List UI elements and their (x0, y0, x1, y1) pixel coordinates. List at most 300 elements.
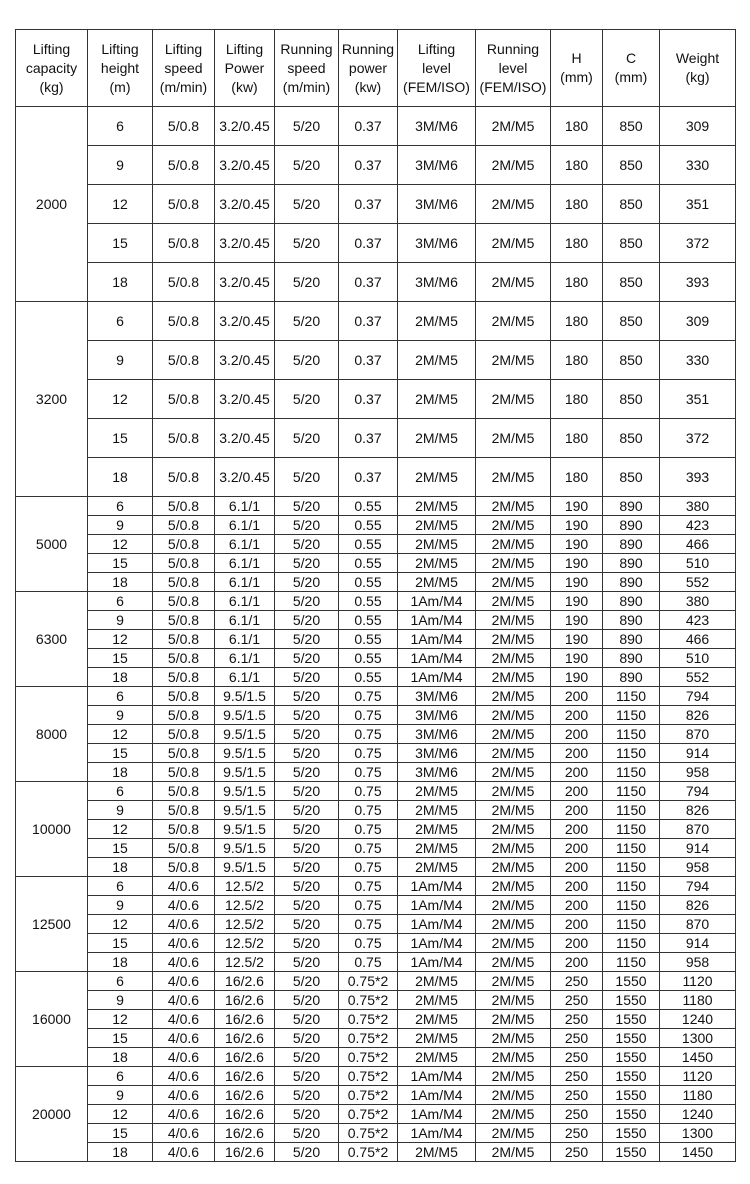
cell-lifting-power: 12.5/2 (215, 934, 275, 953)
cell-lifting-power: 3.2/0.45 (215, 380, 275, 419)
cell-lifting-speed: 4/0.6 (153, 1029, 215, 1048)
cell-running-level: 2M/M5 (476, 1048, 551, 1067)
cell-c: 850 (603, 107, 660, 146)
cell-lifting-level: 2M/M5 (398, 554, 476, 573)
header-lifting-capacity: Lifting capacity (kg) (16, 30, 88, 107)
cell-lifting-height: 18 (88, 1048, 153, 1067)
cell-running-speed: 5/20 (275, 630, 339, 649)
cell-running-level: 2M/M5 (476, 146, 551, 185)
cell-lifting-power: 3.2/0.45 (215, 458, 275, 497)
table-row (16, 801, 736, 820)
header-h: H (mm) (551, 30, 603, 107)
cell-h: 190 (551, 611, 603, 630)
cell-lifting-power: 16/2.6 (215, 1067, 275, 1086)
cell-running-power: 0.55 (339, 497, 398, 516)
cell-running-level: 2M/M5 (476, 1143, 551, 1162)
cell-lifting-power: 16/2.6 (215, 1029, 275, 1048)
cell-weight: 826 (660, 801, 736, 820)
table-row (16, 592, 736, 611)
cell-lifting-speed: 5/0.8 (153, 649, 215, 668)
cell-lifting-capacity: 3200 (16, 302, 88, 497)
header-row (16, 30, 736, 107)
cell-lifting-height: 12 (88, 380, 153, 419)
cell-running-speed: 5/20 (275, 592, 339, 611)
cell-running-level: 2M/M5 (476, 820, 551, 839)
cell-running-level: 2M/M5 (476, 302, 551, 341)
cell-weight: 309 (660, 302, 736, 341)
cell-running-speed: 5/20 (275, 1105, 339, 1124)
cell-lifting-level: 2M/M5 (398, 1029, 476, 1048)
cell-lifting-level: 1Am/M4 (398, 1105, 476, 1124)
header-running-power: Running power (kw) (339, 30, 398, 107)
cell-weight: 393 (660, 458, 736, 497)
cell-lifting-level: 2M/M5 (398, 535, 476, 554)
cell-running-speed: 5/20 (275, 877, 339, 896)
cell-c: 1150 (603, 763, 660, 782)
cell-lifting-capacity: 2000 (16, 107, 88, 302)
cell-lifting-level: 3M/M6 (398, 224, 476, 263)
cell-lifting-power: 3.2/0.45 (215, 263, 275, 302)
cell-lifting-level: 2M/M5 (398, 1010, 476, 1029)
table-row (16, 146, 736, 185)
cell-h: 180 (551, 107, 603, 146)
cell-running-speed: 5/20 (275, 1124, 339, 1143)
cell-c: 850 (603, 224, 660, 263)
cell-weight: 380 (660, 497, 736, 516)
cell-running-level: 2M/M5 (476, 839, 551, 858)
cell-h: 180 (551, 341, 603, 380)
cell-lifting-speed: 5/0.8 (153, 107, 215, 146)
cell-running-speed: 5/20 (275, 991, 339, 1010)
cell-c: 890 (603, 611, 660, 630)
cell-lifting-height: 9 (88, 341, 153, 380)
table-row (16, 858, 736, 877)
cell-lifting-height: 15 (88, 1124, 153, 1143)
cell-c: 890 (603, 516, 660, 535)
cell-running-speed: 5/20 (275, 668, 339, 687)
cell-running-level: 2M/M5 (476, 1067, 551, 1086)
cell-running-level: 2M/M5 (476, 763, 551, 782)
cell-lifting-power: 9.5/1.5 (215, 839, 275, 858)
cell-h: 190 (551, 592, 603, 611)
cell-lifting-speed: 5/0.8 (153, 592, 215, 611)
cell-lifting-power: 9.5/1.5 (215, 801, 275, 820)
cell-lifting-level: 1Am/M4 (398, 1124, 476, 1143)
cell-lifting-power: 9.5/1.5 (215, 706, 275, 725)
cell-running-speed: 5/20 (275, 554, 339, 573)
cell-lifting-level: 2M/M5 (398, 341, 476, 380)
cell-lifting-speed: 4/0.6 (153, 1143, 215, 1162)
cell-lifting-level: 2M/M5 (398, 380, 476, 419)
cell-lifting-height: 9 (88, 991, 153, 1010)
cell-running-level: 2M/M5 (476, 877, 551, 896)
cell-lifting-power: 16/2.6 (215, 991, 275, 1010)
cell-lifting-level: 1Am/M4 (398, 934, 476, 953)
cell-lifting-speed: 5/0.8 (153, 573, 215, 592)
cell-lifting-level: 2M/M5 (398, 858, 476, 877)
cell-lifting-speed: 5/0.8 (153, 820, 215, 839)
header-running-level: Running level (FEM/ISO) (476, 30, 551, 107)
cell-lifting-power: 3.2/0.45 (215, 146, 275, 185)
cell-running-power: 0.75 (339, 953, 398, 972)
cell-running-power: 0.37 (339, 185, 398, 224)
cell-lifting-speed: 4/0.6 (153, 934, 215, 953)
cell-h: 180 (551, 458, 603, 497)
cell-lifting-height: 6 (88, 592, 153, 611)
cell-lifting-height: 9 (88, 896, 153, 915)
cell-lifting-height: 15 (88, 839, 153, 858)
cell-lifting-speed: 4/0.6 (153, 991, 215, 1010)
cell-running-power: 0.75 (339, 801, 398, 820)
cell-lifting-speed: 5/0.8 (153, 263, 215, 302)
cell-lifting-speed: 5/0.8 (153, 458, 215, 497)
cell-running-power: 0.37 (339, 341, 398, 380)
cell-weight: 914 (660, 744, 736, 763)
cell-lifting-height: 18 (88, 1143, 153, 1162)
cell-running-power: 0.75 (339, 915, 398, 934)
cell-lifting-level: 2M/M5 (398, 458, 476, 497)
table-row (16, 1048, 736, 1067)
cell-h: 250 (551, 1086, 603, 1105)
cell-c: 850 (603, 146, 660, 185)
cell-weight: 552 (660, 668, 736, 687)
cell-h: 250 (551, 1143, 603, 1162)
cell-h: 250 (551, 1010, 603, 1029)
cell-lifting-height: 6 (88, 497, 153, 516)
cell-lifting-speed: 5/0.8 (153, 224, 215, 263)
cell-weight: 552 (660, 573, 736, 592)
cell-lifting-level: 3M/M6 (398, 263, 476, 302)
cell-lifting-height: 12 (88, 185, 153, 224)
cell-c: 1550 (603, 1124, 660, 1143)
table-row (16, 611, 736, 630)
cell-lifting-power: 3.2/0.45 (215, 224, 275, 263)
cell-lifting-speed: 5/0.8 (153, 497, 215, 516)
cell-running-level: 2M/M5 (476, 497, 551, 516)
cell-running-power: 0.55 (339, 592, 398, 611)
cell-running-level: 2M/M5 (476, 972, 551, 991)
cell-weight: 380 (660, 592, 736, 611)
cell-running-power: 0.75*2 (339, 1105, 398, 1124)
cell-lifting-level: 2M/M5 (398, 1143, 476, 1162)
cell-lifting-level: 2M/M5 (398, 1048, 476, 1067)
cell-c: 890 (603, 592, 660, 611)
table-row (16, 1010, 736, 1029)
cell-running-power: 0.75*2 (339, 1048, 398, 1067)
cell-running-power: 0.55 (339, 535, 398, 554)
cell-lifting-height: 18 (88, 573, 153, 592)
cell-lifting-speed: 4/0.6 (153, 1105, 215, 1124)
cell-running-level: 2M/M5 (476, 630, 551, 649)
cell-running-level: 2M/M5 (476, 687, 551, 706)
cell-h: 180 (551, 146, 603, 185)
cell-lifting-power: 9.5/1.5 (215, 782, 275, 801)
cell-running-level: 2M/M5 (476, 706, 551, 725)
cell-lifting-level: 2M/M5 (398, 820, 476, 839)
cell-weight: 1300 (660, 1029, 736, 1048)
cell-lifting-height: 6 (88, 972, 153, 991)
cell-c: 1150 (603, 877, 660, 896)
cell-lifting-speed: 4/0.6 (153, 1067, 215, 1086)
cell-lifting-level: 1Am/M4 (398, 649, 476, 668)
cell-c: 1550 (603, 972, 660, 991)
cell-h: 190 (551, 630, 603, 649)
cell-h: 200 (551, 763, 603, 782)
cell-weight: 1180 (660, 1086, 736, 1105)
cell-running-level: 2M/M5 (476, 1086, 551, 1105)
cell-c: 1150 (603, 915, 660, 934)
cell-lifting-power: 6.1/1 (215, 516, 275, 535)
cell-lifting-power: 12.5/2 (215, 896, 275, 915)
cell-lifting-level: 1Am/M4 (398, 1086, 476, 1105)
cell-weight: 423 (660, 516, 736, 535)
cell-running-power: 0.75 (339, 725, 398, 744)
cell-running-speed: 5/20 (275, 1029, 339, 1048)
cell-lifting-speed: 5/0.8 (153, 839, 215, 858)
cell-c: 890 (603, 649, 660, 668)
cell-running-power: 0.75 (339, 934, 398, 953)
cell-lifting-height: 18 (88, 858, 153, 877)
cell-h: 190 (551, 516, 603, 535)
cell-lifting-level: 2M/M5 (398, 782, 476, 801)
cell-running-power: 0.75 (339, 706, 398, 725)
cell-lifting-power: 9.5/1.5 (215, 763, 275, 782)
cell-lifting-level: 2M/M5 (398, 419, 476, 458)
cell-weight: 423 (660, 611, 736, 630)
cell-lifting-speed: 4/0.6 (153, 915, 215, 934)
cell-weight: 794 (660, 687, 736, 706)
cell-running-power: 0.75*2 (339, 1143, 398, 1162)
header-lifting-power: Lifting Power (kw) (215, 30, 275, 107)
cell-h: 250 (551, 1124, 603, 1143)
cell-lifting-speed: 4/0.6 (153, 1048, 215, 1067)
cell-weight: 826 (660, 896, 736, 915)
cell-c: 890 (603, 668, 660, 687)
cell-running-speed: 5/20 (275, 801, 339, 820)
cell-lifting-power: 6.1/1 (215, 668, 275, 687)
cell-lifting-level: 2M/M5 (398, 991, 476, 1010)
table-row (16, 706, 736, 725)
cell-running-speed: 5/20 (275, 263, 339, 302)
cell-lifting-height: 15 (88, 649, 153, 668)
cell-running-speed: 5/20 (275, 458, 339, 497)
cell-running-speed: 5/20 (275, 224, 339, 263)
header-weight: Weight (kg) (660, 30, 736, 107)
cell-h: 200 (551, 934, 603, 953)
cell-weight: 870 (660, 725, 736, 744)
cell-running-power: 0.75 (339, 877, 398, 896)
cell-running-level: 2M/M5 (476, 592, 551, 611)
cell-lifting-speed: 4/0.6 (153, 1124, 215, 1143)
cell-h: 200 (551, 801, 603, 820)
cell-running-speed: 5/20 (275, 915, 339, 934)
cell-running-power: 0.55 (339, 611, 398, 630)
cell-h: 190 (551, 554, 603, 573)
cell-running-power: 0.37 (339, 380, 398, 419)
cell-weight: 510 (660, 554, 736, 573)
cell-h: 180 (551, 263, 603, 302)
cell-running-speed: 5/20 (275, 782, 339, 801)
cell-c: 890 (603, 497, 660, 516)
cell-lifting-power: 3.2/0.45 (215, 302, 275, 341)
cell-lifting-level: 1Am/M4 (398, 668, 476, 687)
cell-running-speed: 5/20 (275, 1067, 339, 1086)
cell-lifting-height: 6 (88, 302, 153, 341)
cell-lifting-level: 2M/M5 (398, 801, 476, 820)
cell-c: 1550 (603, 1067, 660, 1086)
cell-lifting-height: 15 (88, 554, 153, 573)
cell-c: 890 (603, 573, 660, 592)
cell-lifting-power: 16/2.6 (215, 972, 275, 991)
table-row (16, 535, 736, 554)
cell-lifting-height: 18 (88, 458, 153, 497)
table-row (16, 573, 736, 592)
cell-lifting-power: 16/2.6 (215, 1010, 275, 1029)
cell-lifting-level: 3M/M6 (398, 185, 476, 224)
cell-running-speed: 5/20 (275, 858, 339, 877)
cell-lifting-speed: 5/0.8 (153, 302, 215, 341)
cell-running-power: 0.75 (339, 763, 398, 782)
table-row (16, 1029, 736, 1048)
cell-lifting-height: 15 (88, 744, 153, 763)
cell-weight: 826 (660, 706, 736, 725)
cell-c: 1550 (603, 1029, 660, 1048)
cell-lifting-height: 6 (88, 1067, 153, 1086)
cell-lifting-level: 2M/M5 (398, 839, 476, 858)
cell-running-level: 2M/M5 (476, 934, 551, 953)
cell-running-power: 0.75 (339, 744, 398, 763)
cell-lifting-speed: 5/0.8 (153, 341, 215, 380)
cell-lifting-height: 12 (88, 535, 153, 554)
cell-running-level: 2M/M5 (476, 1105, 551, 1124)
cell-lifting-height: 9 (88, 146, 153, 185)
table-row (16, 1105, 736, 1124)
cell-running-level: 2M/M5 (476, 107, 551, 146)
cell-lifting-power: 6.1/1 (215, 497, 275, 516)
cell-lifting-power: 16/2.6 (215, 1086, 275, 1105)
cell-lifting-power: 12.5/2 (215, 877, 275, 896)
cell-running-level: 2M/M5 (476, 341, 551, 380)
cell-weight: 1300 (660, 1124, 736, 1143)
cell-running-power: 0.37 (339, 263, 398, 302)
cell-c: 1550 (603, 1010, 660, 1029)
cell-running-power: 0.75*2 (339, 1010, 398, 1029)
cell-running-power: 0.75*2 (339, 1067, 398, 1086)
cell-running-speed: 5/20 (275, 896, 339, 915)
cell-lifting-height: 18 (88, 668, 153, 687)
cell-running-power: 0.37 (339, 458, 398, 497)
cell-running-speed: 5/20 (275, 146, 339, 185)
cell-lifting-speed: 5/0.8 (153, 380, 215, 419)
cell-lifting-speed: 4/0.6 (153, 877, 215, 896)
cell-lifting-speed: 5/0.8 (153, 725, 215, 744)
cell-running-power: 0.75 (339, 687, 398, 706)
cell-lifting-height: 12 (88, 725, 153, 744)
cell-h: 180 (551, 185, 603, 224)
table-row (16, 497, 736, 516)
cell-h: 200 (551, 725, 603, 744)
cell-running-level: 2M/M5 (476, 896, 551, 915)
cell-h: 180 (551, 380, 603, 419)
cell-lifting-speed: 5/0.8 (153, 858, 215, 877)
cell-running-level: 2M/M5 (476, 1029, 551, 1048)
cell-lifting-height: 6 (88, 782, 153, 801)
cell-lifting-height: 18 (88, 953, 153, 972)
cell-lifting-power: 16/2.6 (215, 1143, 275, 1162)
table-row (16, 820, 736, 839)
cell-lifting-speed: 5/0.8 (153, 630, 215, 649)
cell-h: 200 (551, 953, 603, 972)
cell-weight: 1450 (660, 1143, 736, 1162)
table-row (16, 991, 736, 1010)
cell-lifting-power: 3.2/0.45 (215, 185, 275, 224)
cell-weight: 466 (660, 630, 736, 649)
table-row (16, 554, 736, 573)
cell-lifting-power: 6.1/1 (215, 535, 275, 554)
table-row (16, 782, 736, 801)
cell-c: 1550 (603, 1086, 660, 1105)
cell-running-power: 0.75 (339, 839, 398, 858)
table-row (16, 224, 736, 263)
cell-running-power: 0.75*2 (339, 991, 398, 1010)
cell-h: 190 (551, 573, 603, 592)
cell-lifting-speed: 4/0.6 (153, 972, 215, 991)
cell-lifting-speed: 5/0.8 (153, 146, 215, 185)
cell-lifting-power: 12.5/2 (215, 953, 275, 972)
cell-c: 850 (603, 302, 660, 341)
cell-lifting-speed: 5/0.8 (153, 668, 215, 687)
cell-h: 250 (551, 1048, 603, 1067)
cell-lifting-height: 9 (88, 801, 153, 820)
table-row (16, 649, 736, 668)
cell-weight: 330 (660, 341, 736, 380)
cell-weight: 870 (660, 915, 736, 934)
cell-weight: 372 (660, 224, 736, 263)
header-lifting-speed: Lifting speed (m/min) (153, 30, 215, 107)
cell-weight: 351 (660, 185, 736, 224)
cell-weight: 372 (660, 419, 736, 458)
cell-lifting-level: 2M/M5 (398, 972, 476, 991)
cell-lifting-power: 3.2/0.45 (215, 107, 275, 146)
cell-running-power: 0.55 (339, 516, 398, 535)
cell-running-speed: 5/20 (275, 341, 339, 380)
cell-weight: 1180 (660, 991, 736, 1010)
cell-running-power: 0.37 (339, 419, 398, 458)
cell-lifting-height: 15 (88, 1029, 153, 1048)
cell-h: 200 (551, 782, 603, 801)
cell-lifting-level: 1Am/M4 (398, 877, 476, 896)
table-row (16, 302, 736, 341)
cell-running-power: 0.55 (339, 668, 398, 687)
cell-running-power: 0.75*2 (339, 1086, 398, 1105)
cell-weight: 958 (660, 858, 736, 877)
cell-h: 200 (551, 706, 603, 725)
cell-running-speed: 5/20 (275, 953, 339, 972)
table-row (16, 516, 736, 535)
cell-running-level: 2M/M5 (476, 185, 551, 224)
cell-lifting-height: 12 (88, 915, 153, 934)
cell-running-level: 2M/M5 (476, 573, 551, 592)
cell-running-speed: 5/20 (275, 1086, 339, 1105)
cell-c: 1150 (603, 858, 660, 877)
cell-lifting-power: 16/2.6 (215, 1124, 275, 1143)
cell-running-speed: 5/20 (275, 185, 339, 224)
cell-lifting-power: 9.5/1.5 (215, 820, 275, 839)
cell-c: 1150 (603, 744, 660, 763)
cell-lifting-power: 6.1/1 (215, 649, 275, 668)
cell-lifting-level: 2M/M5 (398, 302, 476, 341)
cell-h: 200 (551, 744, 603, 763)
